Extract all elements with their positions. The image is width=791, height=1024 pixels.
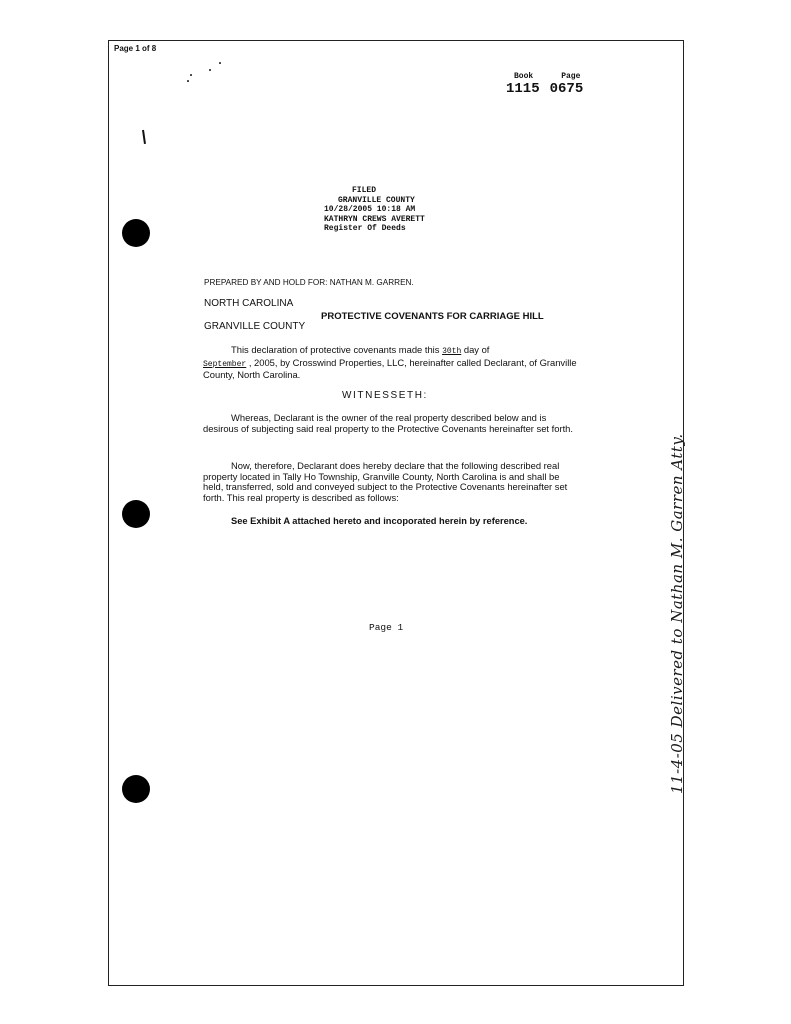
punch-hole-top <box>122 219 150 247</box>
page-number: 0675 <box>549 81 584 97</box>
page-border <box>108 40 684 986</box>
filed-stamp-register-name: KATHRYN CREWS AVERETT <box>324 214 425 224</box>
declaration-paragraph <box>203 345 581 381</box>
witnesseth-heading: WITNESSETH: <box>342 390 428 401</box>
recording-reference <box>506 72 583 97</box>
page-label: Page <box>561 72 581 81</box>
scan-speck <box>190 74 192 76</box>
page-count-label: Page 1 of 8 <box>114 44 157 53</box>
punch-hole-middle <box>122 500 150 528</box>
whereas-text: Whereas, Declarant is the owner of the real property described below and is desirous of subjecting said real property to the Protective Covenants hereinafter set forth. <box>203 412 573 434</box>
handwritten-delivery-note: 11-4-05 Delivered to Nathan M. Garren Atty. <box>668 433 686 794</box>
scan-speck <box>209 69 211 71</box>
declaration-day: 30th <box>442 347 462 356</box>
exhibit-reference: See Exhibit A attached hereto and incoporated herein by reference. <box>231 516 528 526</box>
therefore-text: Now, therefore, Declarant does hereby declare that the following described real property located in Tally Ho Township, Granville County, North Carolina is and shall be held, transferred, sold and conveyed subject to the Protective Covenants hereinafter set forth. This real property is described as follows: <box>203 460 568 503</box>
page-footer: Page 1 <box>369 622 404 633</box>
filed-stamp-datetime: 10/28/2005 10:18 AM <box>324 205 416 214</box>
filed-stamp-title: FILED <box>352 186 377 195</box>
county-heading: GRANVILLE COUNTY <box>204 321 306 332</box>
declaration-month: September <box>203 359 247 369</box>
scan-speck <box>219 62 221 64</box>
document-title: PROTECTIVE COVENANTS FOR CARRIAGE HILL <box>321 311 544 322</box>
declaration-text-c: , 2005, by Crosswind Properties, LLC, hereinafter called Declarant, of Granville County, North Carolina. <box>203 356 577 380</box>
filed-stamp <box>324 186 425 234</box>
punch-hole-bottom <box>122 775 150 803</box>
declaration-text-a: This declaration of protective covenants made this <box>231 344 443 355</box>
filed-stamp-county: GRANVILLE COUNTY <box>338 195 415 205</box>
state-heading: NORTH CAROLINA <box>204 298 294 309</box>
filed-stamp-register-title: Register Of Deeds <box>324 224 406 233</box>
prepared-by: PREPARED BY AND HOLD FOR: NATHAN M. GARREN. <box>204 278 414 287</box>
whereas-paragraph <box>203 413 581 434</box>
book-label: Book <box>514 72 534 81</box>
therefore-paragraph <box>203 461 581 503</box>
scan-speck <box>187 80 189 82</box>
book-number: 1115 <box>506 81 540 97</box>
declaration-text-b: day of <box>461 344 490 355</box>
